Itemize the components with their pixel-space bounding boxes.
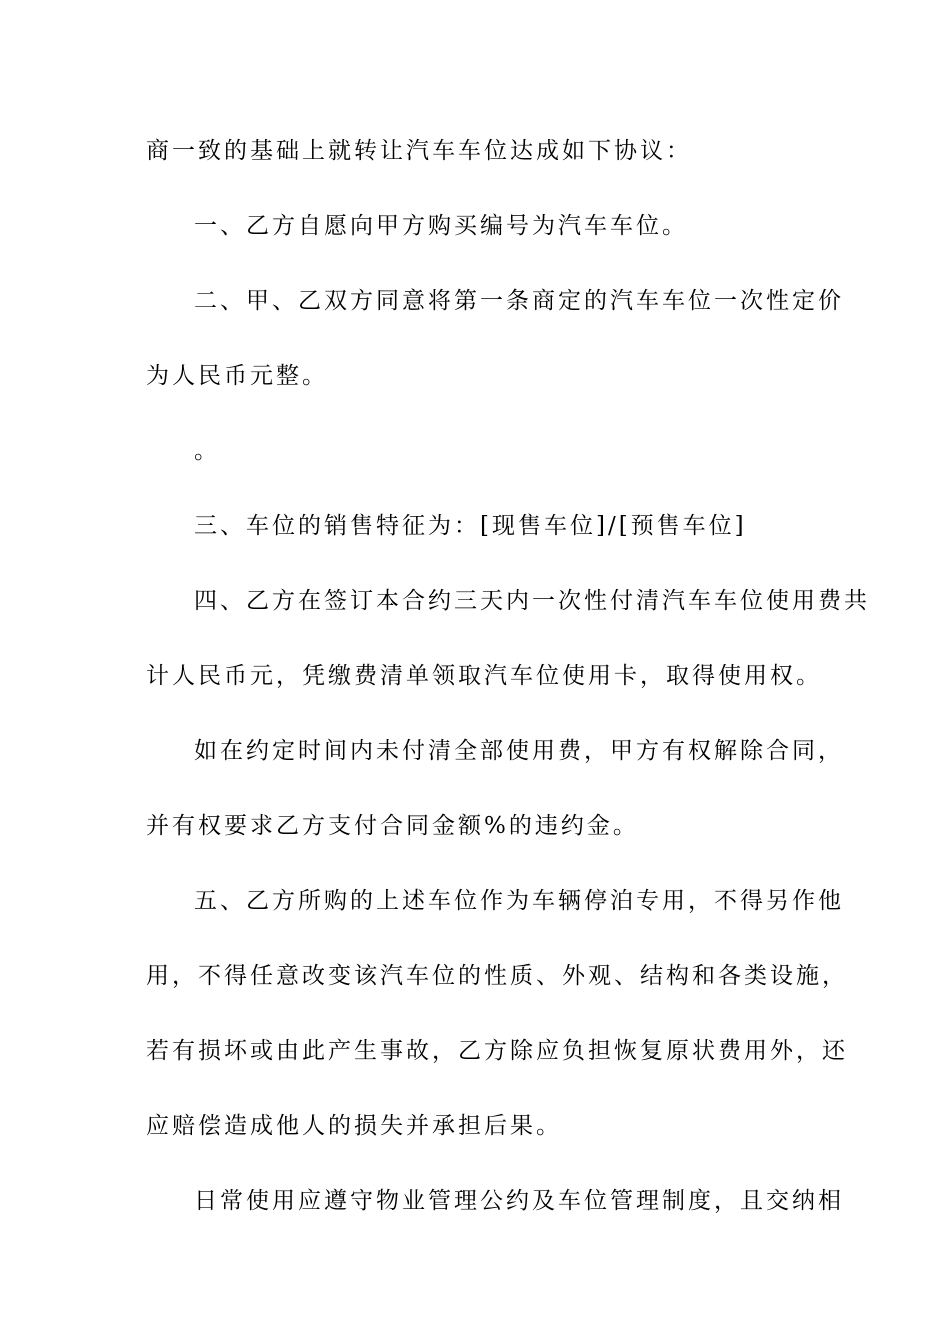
text-line: 计人民币元，凭缴费清单领取汽车位使用卡，取得使用权。	[146, 663, 822, 689]
clause-1: 一、乙方自愿向甲方购买编号为汽车车位。	[194, 213, 688, 239]
clause-4: 四、乙方在签订本合约三天内一次性付清汽车车位使用费共	[194, 588, 870, 614]
text-line: 应赔偿造成他人的损失并承担后果。	[146, 1113, 562, 1139]
text-line: 若有损坏或由此产生事故，乙方除应负担恢复原状费用外，还	[146, 1038, 848, 1064]
text-line: 商一致的基础上就转让汽车车位达成如下协议：	[146, 138, 692, 164]
text-line: 为人民币元整。	[146, 363, 328, 389]
clause-2: 二、甲、乙双方同意将第一条商定的汽车车位一次性定价	[194, 288, 844, 314]
text-line: 用，不得任意改变该汽车位的性质、外观、结构和各类设施，	[146, 963, 848, 989]
paragraph-line: 如在约定时间内未付清全部使用费，甲方有权解除合同，	[194, 738, 844, 764]
clause-5: 五、乙方所购的上述车位作为车辆停泊专用，不得另作他	[194, 888, 844, 914]
clause-3: 三、车位的销售特征为：[现售车位]/[预售车位]	[194, 513, 747, 539]
text-line: 。	[194, 438, 220, 464]
text-line: 并有权要求乙方支付合同金额%的违约金。	[146, 813, 639, 839]
paragraph-line: 日常使用应遵守物业管理公约及车位管理制度，且交纳相	[194, 1188, 844, 1214]
